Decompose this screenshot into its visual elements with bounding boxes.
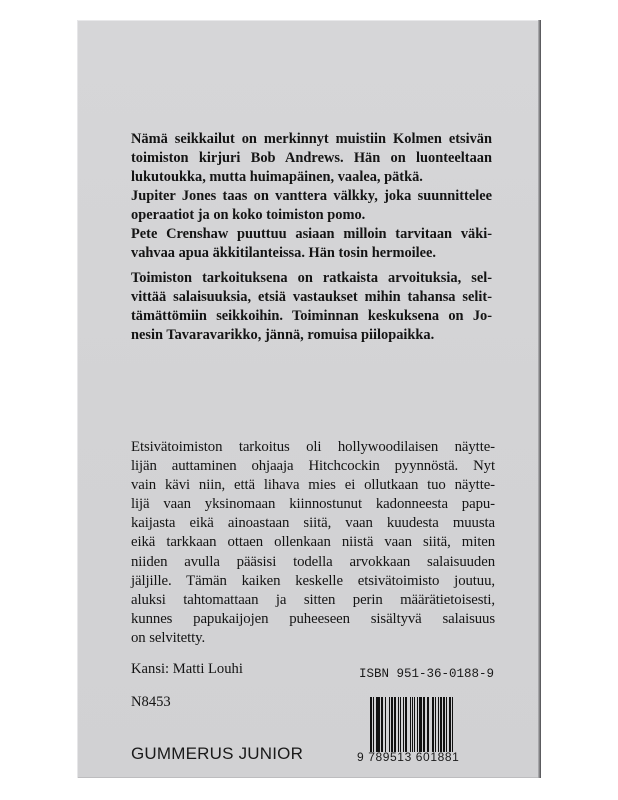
blurb-line: kunnes papukaijojen puheeseen sisältyvä salaisuus <box>131 610 495 627</box>
blurb-line: eikä tarkkaan ottaen ollenkaan niistä vaan siitä, miten <box>131 534 495 551</box>
blurb-agency-purpose <box>131 269 492 345</box>
blurb-plot-summary <box>131 438 495 648</box>
cover-artist-credit: Kansi: Matti Louhi <box>131 661 243 677</box>
blurb-line: on selvitetty. <box>131 629 206 646</box>
blurb-characters <box>131 130 492 263</box>
blurb-line: kaijasta eikä ainoastaan siitä, vaan kuudesta muusta <box>131 515 495 532</box>
blurb-line: Nämä seikkailut on merkinnyt muistiin Kolmen etsivän <box>131 131 492 147</box>
blurb-line: vahvaa apua äkkitilanteissa. Hän tosin hermoilee. <box>131 245 437 261</box>
blurb-line: lukutoukka, mutta huimapäinen, vaalea, pätkä. <box>131 169 423 185</box>
blurb-line: vittää salaisuuksia, etsiä vastaukset mihin tahansa selit- <box>131 289 492 305</box>
blurb-line: niiden avulla pääsisi todella arvokkaan salaisuuden <box>131 553 495 570</box>
blurb-line: Jupiter Jones taas on vanttera välkky, joka suunnittelee <box>131 188 492 204</box>
blurb-line: aluksi tahtomattaan ja sitten perin määrätietoisesti, <box>131 591 495 608</box>
blurb-line: Pete Crenshaw puuttuu asiaan milloin tarvitaan väki- <box>131 226 492 242</box>
blurb-line: Toimiston tarkoituksena on ratkaista arvoituksia, sel- <box>131 270 492 286</box>
blurb-line: tämättömiin seikkoihin. Toiminnan keskuksena on Jo- <box>131 308 492 324</box>
blurb-line: lijä vaan yksinomaan kiinnostunut kadonneesta papu- <box>131 496 495 513</box>
blurb-line: nesin Tavaravarikko, jännä, romuisa piilopaikka. <box>131 327 435 343</box>
isbn-number: ISBN 951-36-0188-9 <box>359 667 495 681</box>
product-code: N8453 <box>131 694 171 710</box>
publisher-logo: GUMMERUS JUNIOR <box>131 744 304 763</box>
barcode <box>370 697 472 752</box>
barcode-digits: 9 789513 601881 <box>357 750 460 764</box>
blurb-line: lijän auttaminen ohjaaja Hitchcockin pyynnöstä. Nyt <box>131 458 495 475</box>
blurb-line: vain kävi niin, että lihava mies ei ollutkaan tuo näytte- <box>131 477 495 494</box>
blurb-line: jäljille. Tämän kaiken keskelle etsivätoimisto joutuu, <box>131 572 495 589</box>
blurb-line: operaatiot ja on koko toimiston pomo. <box>131 207 366 223</box>
blurb-line: Etsivätoimiston tarkoitus oli hollywoodilaisen näytte- <box>131 439 495 455</box>
barcode-bar <box>453 697 454 752</box>
blurb-line: toimiston kirjuri Bob Andrews. Hän on luonteeltaan <box>131 150 492 166</box>
book-back-cover <box>77 20 541 778</box>
